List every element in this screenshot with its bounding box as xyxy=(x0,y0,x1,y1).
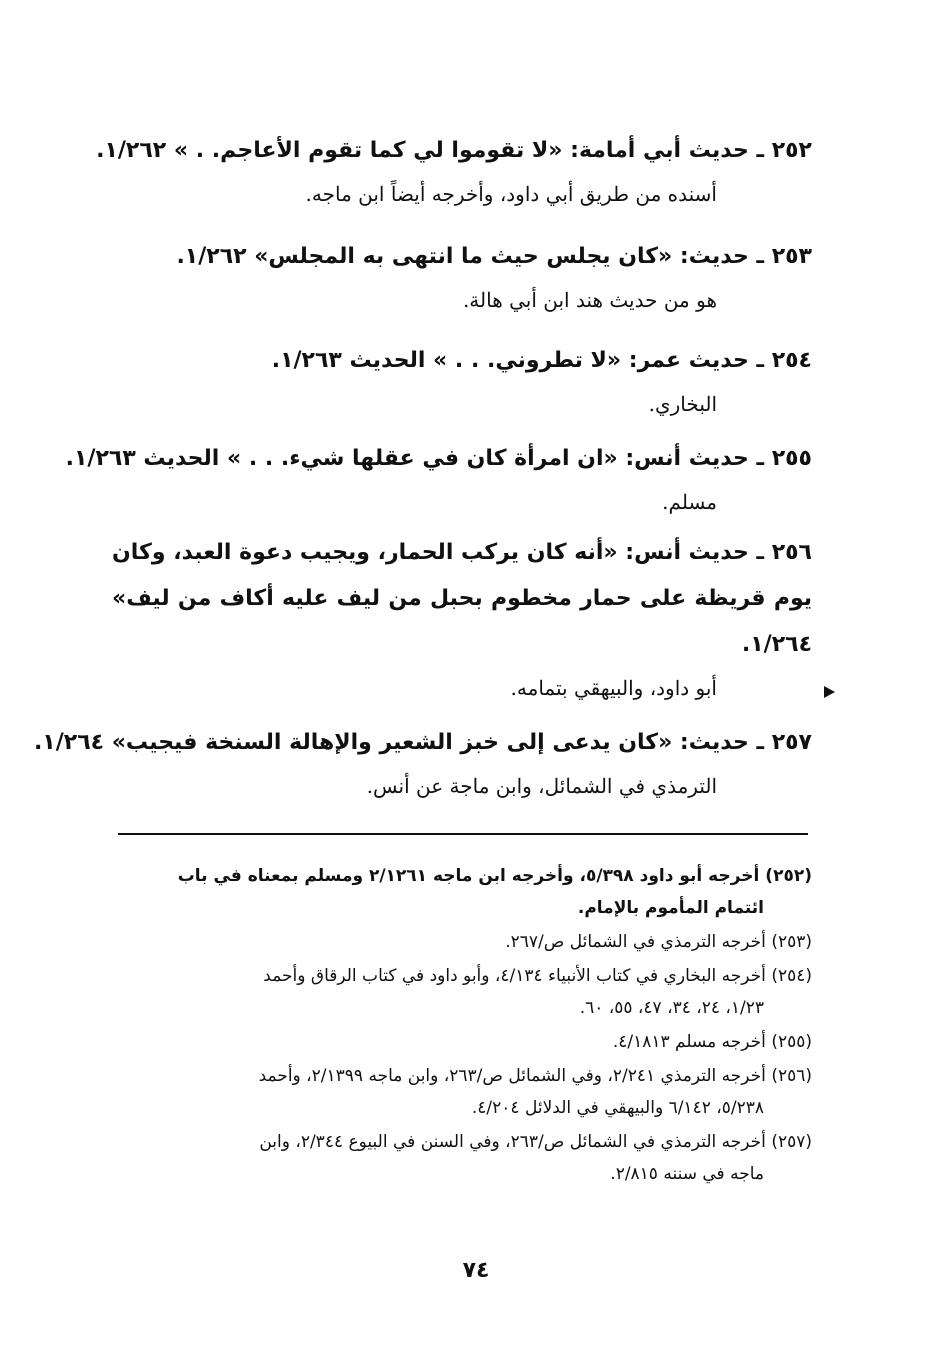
hadith-entry-252 xyxy=(96,128,812,214)
page-number: ٧٤ xyxy=(462,1258,490,1283)
hadith-entry-257 xyxy=(33,720,812,806)
footnote-255: (٢٥٥) أخرجه مسلم ٤/١٨١٣. xyxy=(612,1032,812,1052)
entry-heading: ـ حديث: «كان يدعى إلى خبز الشعير والإهالة السنخة فيجيب» ١/٢٦٤. xyxy=(33,730,765,755)
entry-note: أسنده من طريق أبي داود، وأخرجه أيضاً ابن ماجه. xyxy=(305,182,717,206)
entry-heading: ـ حديث عمر: «لا تطروني. . . » الحديث ١/٢٦٣. xyxy=(271,348,765,373)
footnote-separator xyxy=(118,833,808,835)
hadith-entry-254 xyxy=(112,338,812,424)
entry-note: مسلم. xyxy=(662,490,717,514)
entry-number: ٢٥٢ xyxy=(771,138,812,163)
entry-note: هو من حديث هند ابن أبي هالة. xyxy=(462,288,717,312)
footnote-252: (٢٥٢) أخرجه أبو داود ٥/٣٩٨، وأخرجه ابن ماجه ٢/١٢٦١ ومسلم بمعناه في باب ائتمام المأموم بالإمام. xyxy=(177,866,812,918)
footnote-257: (٢٥٧) أخرجه الترمذي في الشمائل ص/٢٦٣، وفي السنن في البيوع ٢/٣٤٤، وابن ماجه في سننه ٢/٨١٥. xyxy=(259,1132,812,1184)
entry-note: أبو داود، والبيهقي بتمامه. xyxy=(510,676,717,700)
footnotes xyxy=(112,860,812,1192)
entry-heading: ـ حديث أنس: «أنه كان يركب الحمار، ويجيب دعوة العبد، وكان يوم قريظة على حمار مخطوم بحبل من ليف عليه أكاف من ليف» ١/٢٦٤. xyxy=(112,540,812,657)
entry-note: البخاري. xyxy=(648,392,717,416)
hadith-entry-253 xyxy=(112,234,812,320)
entry-number: ٢٥٤ xyxy=(771,348,812,373)
footnote-256: (٢٥٦) أخرجه الترمذي ٢/٢٤١، وفي الشمائل ص/٢٦٣، وابن ماجه ٢/١٣٩٩، وأحمد ٥/٢٣٨، ٦/١٤٢ والبيهقي في الدلائل ٤/٢٠٤. xyxy=(258,1066,812,1118)
footnote-254: (٢٥٤) أخرجه البخاري في كتاب الأنبياء ٤/١٣٤، وأبو داود في كتاب الرقاق وأحمد ١/٢٣، ٢٤، ٣٤، ٤٧، ٥٥، ٦٠. xyxy=(263,966,812,1018)
entry-number: ٢٥٥ xyxy=(771,446,812,471)
entry-number: ٢٥٦ xyxy=(771,540,812,565)
entry-heading: ـ حديث أبي أمامة: «لا تقوموا لي كما تقوم الأعاجم. . » ١/٢٦٢. xyxy=(96,138,765,163)
hadith-entry-255 xyxy=(65,436,812,522)
margin-marker-icon xyxy=(824,686,835,698)
entry-number: ٢٥٧ xyxy=(771,730,812,755)
entry-number: ٢٥٣ xyxy=(771,244,812,269)
footnote-253: (٢٥٣) أخرجه الترمذي في الشمائل ص/٢٦٧. xyxy=(505,932,812,952)
entry-note: الترمذي في الشمائل، وابن ماجة عن أنس. xyxy=(366,774,717,798)
entry-heading: ـ حديث أنس: «ان امرأة كان في عقلها شيء. . . » الحديث ١/٢٦٣. xyxy=(65,446,765,471)
entry-heading: ـ حديث: «كان يجلس حيث ما انتهى به المجلس» ١/٢٦٢. xyxy=(176,244,765,269)
hadith-entry-256 xyxy=(112,530,812,708)
